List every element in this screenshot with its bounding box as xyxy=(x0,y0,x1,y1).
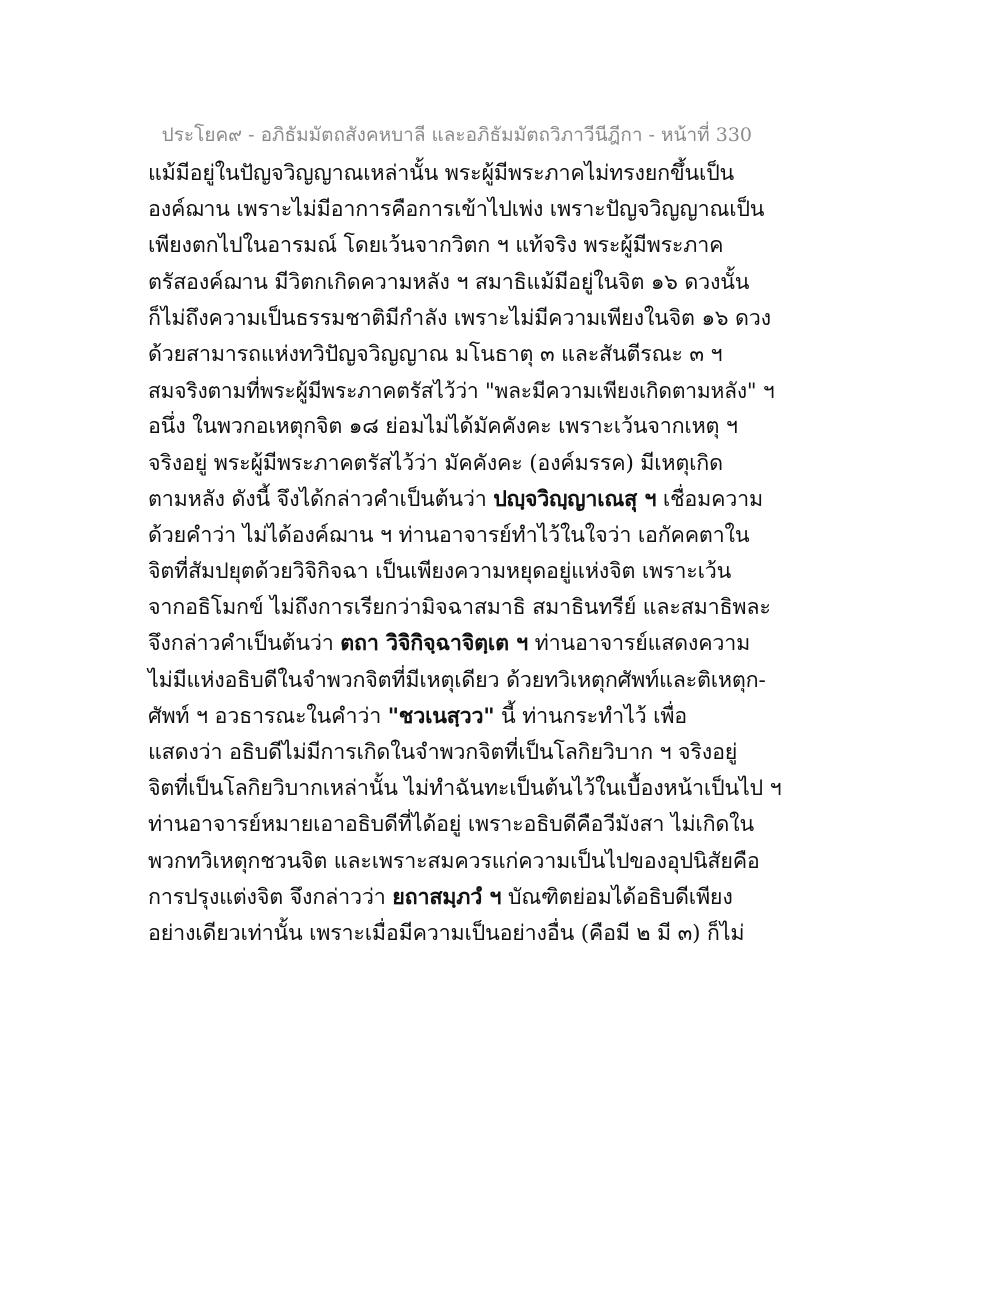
text-line xyxy=(148,880,788,916)
text-segment: จิตที่เป็นโลกิยวิบากเหล่านั้น ไม่ทำฉันทะเป็นต้นไว้ในเบื้องหน้าเป็นไป ฯ xyxy=(148,776,782,802)
text-segment: ท่านอาจารย์แสดงความ xyxy=(528,631,751,657)
text-segment: จิตที่สัมปยุตด้วยวิจิกิจฉา เป็นเพียงความหยุดอยู่แห่งจิต เพราะเว้น xyxy=(148,559,732,585)
body-text xyxy=(148,156,788,952)
text-line xyxy=(148,807,788,843)
text-segment: เชื่อมความ xyxy=(656,486,763,512)
bold-pali-term: ปญฺจวิญฺญาเณสุ ฯ xyxy=(493,486,657,512)
text-segment: อย่างเดียวเท่านั้น เพราะเมื่อมีความเป็นอย่างอื่น (คือมี ๒ มี ๓) ก็ไม่ xyxy=(148,920,745,946)
text-segment: การปรุงแต่งจิต จึงกล่าวว่า xyxy=(148,884,393,910)
text-segment: อนึ่ง ในพวกอเหตุกจิต ๑๘ ย่อมไม่ได้มัคคังคะ เพราะเว้นจากเหตุ ฯ xyxy=(148,414,738,440)
text-line xyxy=(148,554,788,590)
text-segment: แสดงว่า อธิบดีไม่มีการเกิดในจำพวกจิตที่เป็นโลกิยวิบาก ฯ จริงอยู่ xyxy=(148,740,738,765)
text-segment: ด้วยคำว่า ไม่ได้องค์ฌาน ฯ ท่านอาจารย์ทำไว้ในใจว่า เอกัคคตาใน xyxy=(148,522,750,548)
text-segment: ตามหลัง ดังนี้ จึงได้กล่าวคำเป็นต้นว่า xyxy=(148,486,494,512)
text-segment: จากอธิโมกข์ ไม่ถึงการเรียกว่ามิจฉาสมาธิ สมาธินทรีย์ และสมาธิพละ xyxy=(148,595,771,621)
text-line xyxy=(148,626,788,662)
running-header: ประโยค๙ - อภิธัมมัตถสังคหบาลี และอภิธัมมัตถวิภาวีนีฎีกา - หน้าที่ 330 xyxy=(161,124,752,146)
text-line xyxy=(148,228,788,264)
text-segment: จึงกล่าวคำเป็นต้นว่า xyxy=(148,631,341,657)
text-segment: พวกทวิเหตุกชวนจิต และเพราะสมควรแก่ความเป็นไปของอุปนิสัยคือ xyxy=(148,848,760,874)
text-line xyxy=(148,192,788,228)
text-line xyxy=(148,265,788,301)
text-line xyxy=(148,663,788,699)
text-segment: นี้ ท่านกระทำไว้ เพื่อ xyxy=(494,703,688,729)
text-line xyxy=(148,409,788,445)
text-segment: จริงอยู่ พระผู้มีพระภาคตรัสไว้ว่า มัคคังคะ (องค์มรรค) มีเหตุเกิด xyxy=(148,450,723,476)
text-segment: ศัพท์ ฯ อวธารณะในคำว่า xyxy=(148,703,388,729)
text-segment: ตรัสองค์ฌาน มีวิตกเกิดความหลัง ฯ สมาธิแม้มีอยู่ในจิต ๑๖ ดวงนั้น xyxy=(148,269,750,295)
text-line xyxy=(148,916,788,952)
bold-pali-term: "ชวเนสฺวว" xyxy=(387,703,495,729)
text-line xyxy=(148,844,788,880)
text-line xyxy=(148,771,788,807)
text-segment: เพียงตกไปในอารมณ์ โดยเว้นจากวิตก ฯ แท้จริง พระผู้มีพระภาค xyxy=(148,233,724,259)
text-line xyxy=(148,735,788,771)
text-segment: สมจริงตามที่พระผู้มีพระภาคตรัสไว้ว่า "พละมีความเพียงเกิดตามหลัง" ฯ xyxy=(148,379,775,404)
text-segment: บัณฑิตย่อมได้อธิบดีเพียง xyxy=(501,884,733,910)
text-line xyxy=(148,337,788,373)
text-line xyxy=(148,156,788,192)
text-line xyxy=(148,301,788,337)
text-line xyxy=(148,373,788,409)
text-line xyxy=(148,699,788,735)
text-line xyxy=(148,518,788,554)
text-line xyxy=(148,446,788,482)
text-line xyxy=(148,590,788,626)
text-segment: ไม่มีแห่งอธิบดีในจำพวกจิตที่มีเหตุเดียว ด้วยทวิเหตุกศัพท์และติเหตุก- xyxy=(148,667,766,693)
text-line xyxy=(148,482,788,518)
text-segment: ก็ไม่ถึงความเป็นธรรมชาติมีกำลัง เพราะไม่มีความเพียงในจิต ๑๖ ดวง xyxy=(148,305,771,331)
bold-pali-term: ยถาสมฺภวํ ฯ xyxy=(392,884,502,910)
bold-pali-term: ตถา วิจิกิจฺฉาจิตฺเต ฯ xyxy=(340,631,529,657)
text-segment: องค์ฌาน เพราะไม่มีอาการคือการเข้าไปเพ่ง เพราะปัญจวิญญาณเป็น xyxy=(148,197,765,223)
text-segment: ท่านอาจารย์หมายเอาอธิบดีที่ได้อยู่ เพราะอธิบดีคือวีมังสา ไม่เกิดใน xyxy=(148,812,754,838)
text-segment: ด้วยสามารถแห่งทวิปัญจวิญญาณ มโนธาตุ ๓ และสันตีรณะ ๓ ฯ xyxy=(148,341,723,367)
text-segment: แม้มีอยู่ในปัญจวิญญาณเหล่านั้น พระผู้มีพระภาคไม่ทรงยกขึ้นเป็น xyxy=(148,161,735,186)
